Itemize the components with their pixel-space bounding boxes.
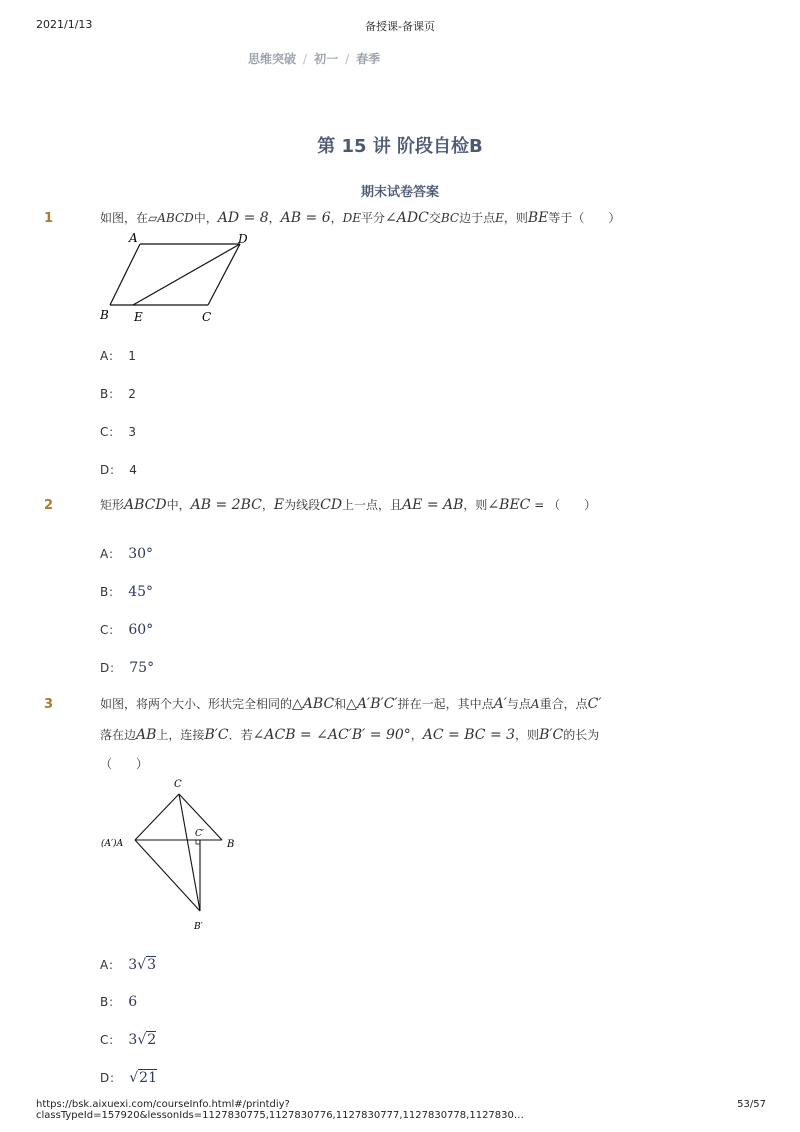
answer-option[interactable]: B： 6 [100, 994, 138, 1010]
answer-option[interactable]: C： 3 [100, 425, 137, 439]
breadcrumb-separator: / [303, 52, 308, 66]
answer-option[interactable]: C： 60° [100, 622, 154, 638]
question-text-line: （ ） [100, 757, 149, 771]
question-text: 如图，在▱ABCD中，AD = 8，AB = 6，DE平分∠ADC交BC边于点E，则BE等于（ ） [100, 210, 621, 226]
lesson-title: 第 15 讲 阶段自检B [317, 136, 483, 157]
answer-option[interactable]: B： 45° [100, 584, 154, 600]
breadcrumb-item[interactable]: 春季 [356, 52, 381, 66]
breadcrumb-item[interactable]: 思维突破 [248, 52, 297, 66]
breadcrumb-item[interactable]: 初一 [314, 52, 339, 66]
answer-option[interactable]: A： 1 [100, 349, 136, 363]
answer-option[interactable]: D： 75° [100, 660, 155, 676]
sqrt-icon: √ [129, 1070, 139, 1086]
answer-option[interactable]: C： 3√2 [100, 1032, 157, 1048]
figure-label: D [238, 232, 248, 246]
question-number: 1 [44, 211, 54, 226]
page-number: 53/57 [737, 1099, 766, 1110]
answer-option[interactable]: A： 30° [100, 546, 154, 562]
question-number: 3 [44, 697, 54, 712]
question-text: 矩形ABCD中，AB = 2BC，E为线段CD上一点，且AE = AB，则∠BEC = （ ） [100, 497, 597, 513]
figure-label: B [227, 839, 235, 850]
footer-url: https://bsk.aixuexi.com/courseInfo.html#/printdiy?classTypeId=157920&lessonIds=1127830775,1127830776,1127830777,1127830778,1127830… [36, 1099, 524, 1121]
print-title: 备授课-备课页 [365, 20, 435, 33]
figure-segment [135, 840, 200, 911]
figure-label: E [134, 310, 143, 324]
parallelogram-figure [95, 228, 265, 328]
sqrt-icon: √ [137, 1032, 147, 1048]
answer-option[interactable]: D： √21 [100, 1070, 157, 1086]
breadcrumb [248, 50, 380, 67]
figure-segment [135, 794, 179, 840]
figure-label: C′ [195, 829, 204, 839]
question-number: 2 [44, 498, 54, 513]
answer-option[interactable]: B： 2 [100, 387, 136, 401]
answer-option[interactable]: A： 3√3 [100, 957, 156, 973]
print-date: 2021/1/13 [36, 18, 93, 31]
right-angle-mark [196, 840, 200, 844]
breadcrumb-separator: / [345, 52, 350, 66]
figure-label: (A′)A [101, 839, 124, 849]
answer-option[interactable]: D： 4 [100, 463, 137, 477]
figure-label: A [129, 231, 138, 245]
sqrt-icon: √ [137, 957, 147, 973]
figure-label: B′ [194, 922, 203, 932]
figure-label: C [202, 310, 212, 324]
section-title: 期末试卷答案 [360, 185, 439, 200]
figure-segment [179, 794, 200, 911]
question-text-line: 落在边AB上，连接B′C．若∠ACB = ∠AC′B′ = 90°，AC = BC = 3，则B′C的长为 [100, 727, 600, 743]
figure-label: C [174, 779, 182, 790]
triangle-figure [95, 773, 245, 938]
question-text: 如图，将两个大小、形状完全相同的△ABC和△A′B′C′拼在一起，其中点A′与点A重合，点C′ [100, 696, 602, 712]
parallelogram-icon: ▱ [148, 211, 158, 225]
figure-segment [110, 244, 140, 305]
figure-label: B [100, 308, 109, 322]
